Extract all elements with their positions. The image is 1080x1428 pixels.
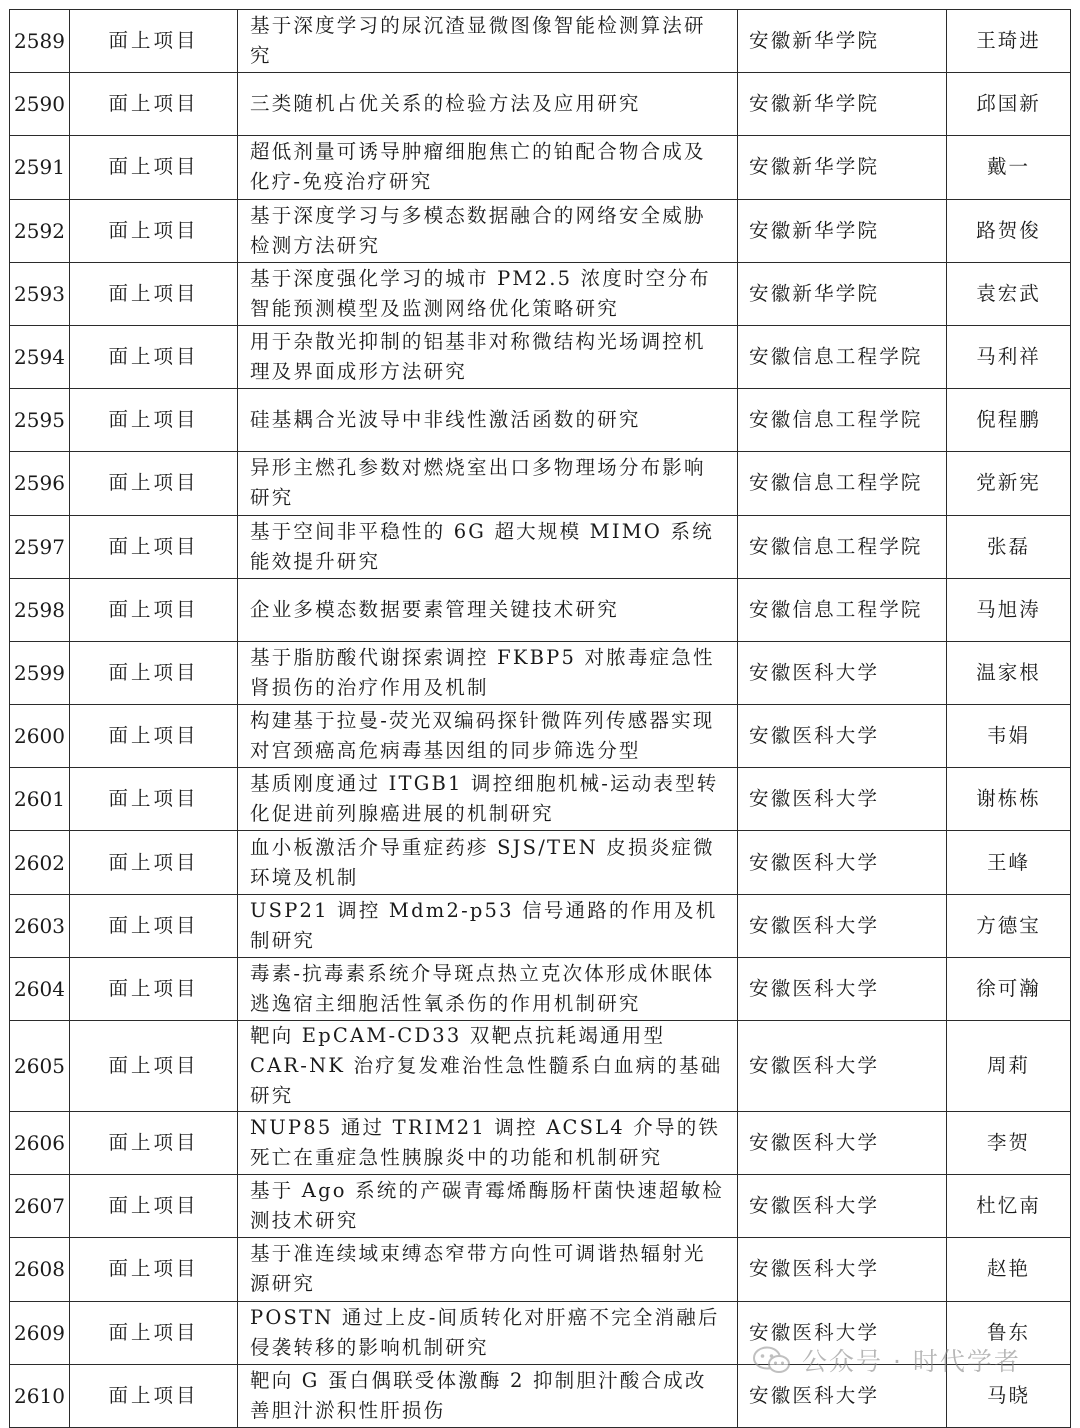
institution: 安徽医科大学	[738, 705, 947, 768]
institution: 安徽信息工程学院	[738, 389, 947, 452]
project-title: 基于深度学习与多模态数据融合的网络安全威胁检测方法研究	[238, 199, 738, 262]
project-type: 面上项目	[70, 389, 238, 452]
project-type: 面上项目	[70, 73, 238, 136]
principal-investigator: 方德宝	[947, 894, 1071, 957]
institution: 安徽医科大学	[738, 1301, 947, 1364]
project-type: 面上项目	[70, 1364, 238, 1427]
project-title: USP21 调控 Mdm2-p53 信号通路的作用及机制研究	[238, 894, 738, 957]
project-title: 基于准连续域束缚态窄带方向性可调谐热辐射光源研究	[238, 1238, 738, 1301]
project-number: 2602	[10, 831, 70, 894]
project-title: 构建基于拉曼-荧光双编码探针微阵列传感器实现对宫颈癌高危病毒基因组的同步筛选分型	[238, 705, 738, 768]
project-number: 2595	[10, 389, 70, 452]
project-number: 2598	[10, 578, 70, 641]
project-title: 靶向 EpCAM-CD33 双靶点抗耗竭通用型 CAR-NK 治疗复发难治性急性髓系白血病的基础研究	[238, 1021, 738, 1112]
institution: 安徽新华学院	[738, 73, 947, 136]
project-number: 2599	[10, 641, 70, 704]
table-row	[10, 452, 1071, 515]
institution: 安徽信息工程学院	[738, 452, 947, 515]
institution: 安徽新华学院	[738, 136, 947, 199]
project-title: 基于深度学习的尿沉渣显微图像智能检测算法研究	[238, 10, 738, 73]
institution: 安徽新华学院	[738, 262, 947, 325]
table-row	[10, 389, 1071, 452]
project-title: 三类随机占优关系的检验方法及应用研究	[238, 73, 738, 136]
table-row	[10, 1175, 1071, 1238]
wechat-icon	[752, 1345, 792, 1375]
principal-investigator: 李贺	[947, 1112, 1071, 1175]
table-row	[10, 325, 1071, 388]
project-type: 面上项目	[70, 1112, 238, 1175]
institution: 安徽新华学院	[738, 10, 947, 73]
principal-investigator: 袁宏武	[947, 262, 1071, 325]
project-type: 面上项目	[70, 1175, 238, 1238]
project-type: 面上项目	[70, 1238, 238, 1301]
project-number: 2604	[10, 957, 70, 1020]
table-row	[10, 641, 1071, 704]
project-number: 2590	[10, 73, 70, 136]
institution: 安徽医科大学	[738, 1238, 947, 1301]
table-row	[10, 1238, 1071, 1301]
project-type: 面上项目	[70, 10, 238, 73]
project-title: 血小板激活介导重症药疹 SJS/TEN 皮损炎症微环境及机制	[238, 831, 738, 894]
principal-investigator: 马利祥	[947, 325, 1071, 388]
project-title: 毒素-抗毒素系统介导斑点热立克次体形成休眠体逃逸宿主细胞活性氧杀伤的作用机制研究	[238, 957, 738, 1020]
project-title: 靶向 G 蛋白偶联受体激酶 2 抑制胆汁酸合成改善胆汁淤积性肝损伤	[238, 1364, 738, 1427]
project-table	[9, 9, 1071, 1428]
table-row	[10, 199, 1071, 262]
project-title: 用于杂散光抑制的铝基非对称微结构光场调控机理及界面成形方法研究	[238, 325, 738, 388]
watermark	[752, 1340, 1021, 1380]
project-title: 超低剂量可诱导肿瘤细胞焦亡的铂配合物合成及化疗-免疫治疗研究	[238, 136, 738, 199]
institution: 安徽医科大学	[738, 768, 947, 831]
project-title: POSTN 通过上皮-间质转化对肝癌不完全消融后侵袭转移的影响机制研究	[238, 1301, 738, 1364]
project-number: 2608	[10, 1238, 70, 1301]
principal-investigator: 倪程鹏	[947, 389, 1071, 452]
table-row	[10, 136, 1071, 199]
table-row	[10, 894, 1071, 957]
principal-investigator: 党新宪	[947, 452, 1071, 515]
table-row	[10, 262, 1071, 325]
institution: 安徽信息工程学院	[738, 578, 947, 641]
principal-investigator: 戴一	[947, 136, 1071, 199]
project-number: 2597	[10, 515, 70, 578]
project-title: NUP85 通过 TRIM21 调控 ACSL4 介导的铁死亡在重症急性胰腺炎中的功能和机制研究	[238, 1112, 738, 1175]
principal-investigator: 韦娟	[947, 705, 1071, 768]
table-row	[10, 831, 1071, 894]
table-row	[10, 515, 1071, 578]
project-title: 基质刚度通过 ITGB1 调控细胞机械-运动表型转化促进前列腺癌进展的机制研究	[238, 768, 738, 831]
project-number: 2596	[10, 452, 70, 515]
project-title: 企业多模态数据要素管理关键技术研究	[238, 578, 738, 641]
table-row	[10, 73, 1071, 136]
project-type: 面上项目	[70, 515, 238, 578]
table-row	[10, 768, 1071, 831]
project-type: 面上项目	[70, 894, 238, 957]
project-number: 2609	[10, 1301, 70, 1364]
institution: 安徽医科大学	[738, 641, 947, 704]
institution: 安徽医科大学	[738, 1021, 947, 1112]
project-type: 面上项目	[70, 957, 238, 1020]
project-number: 2589	[10, 10, 70, 73]
institution: 安徽新华学院	[738, 199, 947, 262]
principal-investigator: 马晓	[947, 1364, 1071, 1427]
project-type: 面上项目	[70, 831, 238, 894]
principal-investigator: 温家根	[947, 641, 1071, 704]
project-type: 面上项目	[70, 262, 238, 325]
project-number: 2610	[10, 1364, 70, 1427]
project-type: 面上项目	[70, 452, 238, 515]
table-row	[10, 10, 1071, 73]
institution: 安徽信息工程学院	[738, 515, 947, 578]
project-title: 异形主燃孔参数对燃烧室出口多物理场分布影响研究	[238, 452, 738, 515]
project-type: 面上项目	[70, 1021, 238, 1112]
principal-investigator: 谢栋栋	[947, 768, 1071, 831]
project-type: 面上项目	[70, 641, 238, 704]
institution: 安徽医科大学	[738, 894, 947, 957]
project-number: 2591	[10, 136, 70, 199]
project-title: 硅基耦合光波导中非线性激活函数的研究	[238, 389, 738, 452]
principal-investigator: 杜忆南	[947, 1175, 1071, 1238]
project-title: 基于脂肪酸代谢探索调控 FKBP5 对脓毒症急性肾损伤的治疗作用及机制	[238, 641, 738, 704]
institution: 安徽信息工程学院	[738, 325, 947, 388]
principal-investigator: 王琦进	[947, 10, 1071, 73]
project-number: 2594	[10, 325, 70, 388]
institution: 安徽医科大学	[738, 831, 947, 894]
table-body	[10, 10, 1071, 1428]
project-number: 2592	[10, 199, 70, 262]
institution: 安徽医科大学	[738, 1175, 947, 1238]
principal-investigator: 邱国新	[947, 73, 1071, 136]
principal-investigator: 张磊	[947, 515, 1071, 578]
project-title: 基于 Ago 系统的产碳青霉烯酶肠杆菌快速超敏检测技术研究	[238, 1175, 738, 1238]
project-number: 2606	[10, 1112, 70, 1175]
project-title: 基于空间非平稳性的 6G 超大规模 MIMO 系统能效提升研究	[238, 515, 738, 578]
project-type: 面上项目	[70, 325, 238, 388]
project-number: 2593	[10, 262, 70, 325]
project-title: 基于深度强化学习的城市 PM2.5 浓度时空分布智能预测模型及监测网络优化策略研究	[238, 262, 738, 325]
project-type: 面上项目	[70, 578, 238, 641]
principal-investigator: 路贺俊	[947, 199, 1071, 262]
table-row	[10, 957, 1071, 1020]
project-number: 2607	[10, 1175, 70, 1238]
table-row	[10, 1021, 1071, 1112]
table-row	[10, 578, 1071, 641]
principal-investigator: 赵艳	[947, 1238, 1071, 1301]
principal-investigator: 周莉	[947, 1021, 1071, 1112]
project-type: 面上项目	[70, 1301, 238, 1364]
table-row	[10, 705, 1071, 768]
project-type: 面上项目	[70, 199, 238, 262]
project-number: 2601	[10, 768, 70, 831]
institution: 安徽医科大学	[738, 1112, 947, 1175]
project-type: 面上项目	[70, 136, 238, 199]
table-row	[10, 1112, 1071, 1175]
project-type: 面上项目	[70, 768, 238, 831]
principal-investigator: 徐可瀚	[947, 957, 1071, 1020]
institution: 安徽医科大学	[738, 1364, 947, 1427]
principal-investigator: 鲁东	[947, 1301, 1071, 1364]
project-number: 2605	[10, 1021, 70, 1112]
institution: 安徽医科大学	[738, 957, 947, 1020]
project-type: 面上项目	[70, 705, 238, 768]
principal-investigator: 王峰	[947, 831, 1071, 894]
project-number: 2603	[10, 894, 70, 957]
watermark-text: 公众号 · 时代学者	[802, 1347, 1021, 1376]
principal-investigator: 马旭涛	[947, 578, 1071, 641]
project-number: 2600	[10, 705, 70, 768]
